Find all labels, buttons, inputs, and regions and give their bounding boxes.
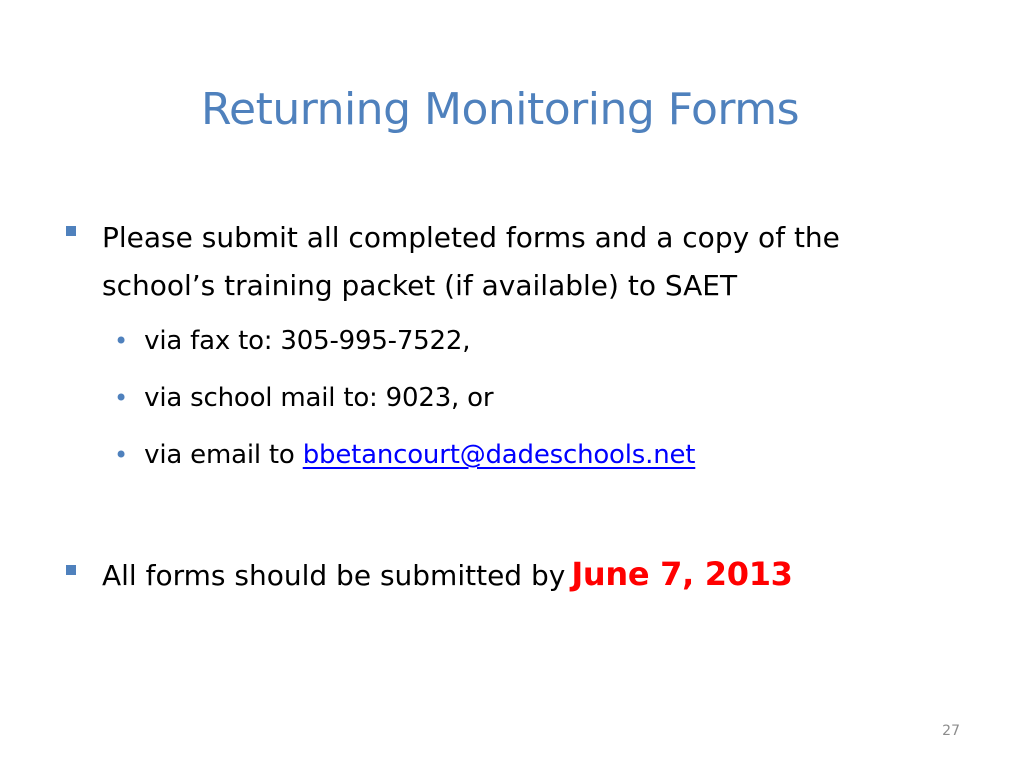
sub-bullet-mail-text: via school mail to: 9023, or: [144, 383, 494, 413]
email-link[interactable]: bbetancourt@dadeschools.net: [302, 440, 696, 470]
bullet-1: [66, 214, 966, 310]
square-bullet-icon: [66, 226, 76, 236]
square-bullet-icon: [66, 565, 76, 575]
bullet-1-text: Please submit all completed forms and a copy of the school’s training packet (if available) to SAET: [102, 221, 840, 302]
sub-bullet-email: [114, 435, 695, 475]
bullet-2: [66, 553, 793, 598]
sub-bullet-mail: [114, 378, 493, 418]
slide-number: 27: [942, 723, 960, 739]
dot-bullet-icon: •: [114, 441, 129, 469]
dot-bullet-icon: •: [114, 384, 129, 412]
sub-bullet-fax-text: via fax to: 305-995-7522,: [144, 326, 471, 356]
sub-bullet-email-text: via email to: [144, 440, 295, 470]
deadline-date: June 7, 2013: [571, 555, 793, 593]
dot-bullet-icon: •: [114, 327, 129, 355]
bullet-2-text: All forms should be submitted by: [102, 559, 566, 592]
sub-bullet-fax: [114, 321, 470, 361]
sub-bullet-email-label-wrap: [144, 435, 695, 475]
slide-title: Returning Monitoring Forms: [200, 84, 800, 135]
